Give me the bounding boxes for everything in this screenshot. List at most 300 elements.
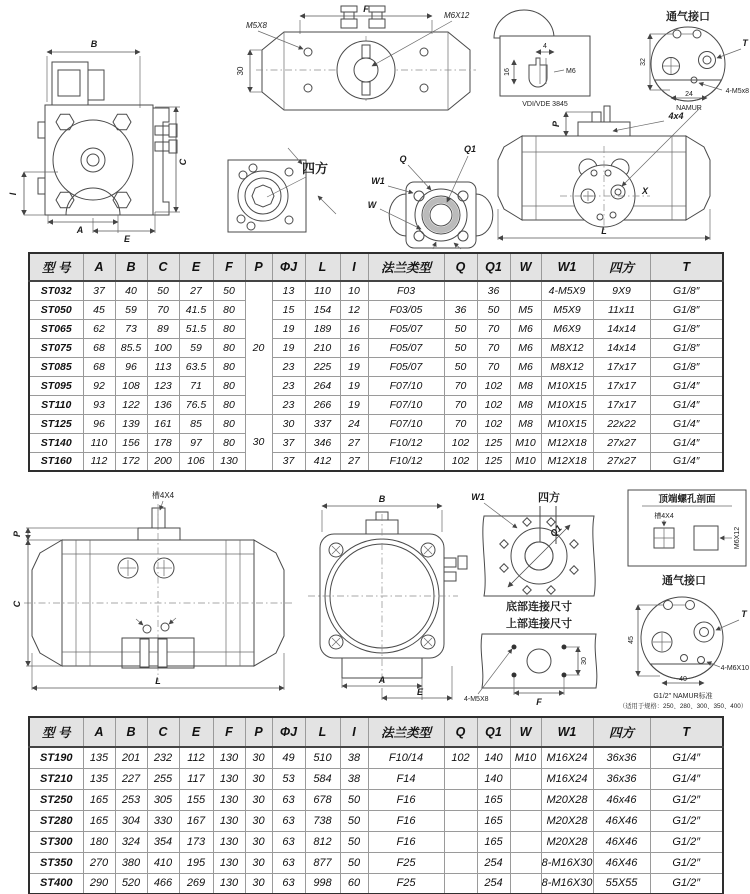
value-cell: G1/4″	[650, 452, 723, 471]
value-cell: 100	[147, 338, 179, 357]
value-cell: G1/8″	[650, 357, 723, 376]
value-cell: 46x46	[593, 789, 650, 810]
value-cell: 102	[477, 414, 510, 433]
value-cell: 140	[477, 768, 510, 789]
value-cell	[510, 831, 541, 852]
dimension-table-small-models	[28, 252, 722, 472]
dim-label-w1: W1	[371, 176, 385, 186]
value-cell: 55X55	[593, 873, 650, 894]
value-cell: 305	[147, 789, 179, 810]
value-cell: 113	[147, 357, 179, 376]
value-cell: 30	[245, 747, 272, 768]
model-cell: ST110	[29, 395, 83, 414]
value-cell: 68	[83, 338, 115, 357]
value-cell: 27x27	[593, 452, 650, 471]
value-cell: G1/8″	[650, 338, 723, 357]
value-cell: F14	[368, 768, 444, 789]
table-row	[29, 768, 723, 789]
value-cell	[510, 873, 541, 894]
value-cell: 290	[83, 873, 115, 894]
value-cell: M20X28	[541, 789, 593, 810]
value-cell: F07/10	[368, 395, 444, 414]
column-header: P	[245, 253, 272, 281]
dim-label-32: 32	[640, 58, 647, 66]
value-cell: 225	[305, 357, 340, 376]
value-cell: 346	[305, 433, 340, 452]
value-cell: 161	[147, 414, 179, 433]
dim-label-40: 40	[679, 676, 687, 683]
value-cell: 96	[115, 357, 147, 376]
dim-label-p: P	[551, 120, 561, 128]
value-cell: 15	[272, 300, 305, 319]
bolt-label-m5x8: M5X8	[246, 21, 267, 30]
value-cell: 80	[213, 300, 245, 319]
column-header: 法兰类型	[368, 717, 444, 747]
table-row	[29, 300, 723, 319]
table-row	[29, 789, 723, 810]
value-cell: 36	[444, 300, 477, 319]
value-cell: 38	[340, 747, 368, 768]
value-cell: 70	[477, 357, 510, 376]
value-cell: 73	[115, 319, 147, 338]
table-row	[29, 357, 723, 376]
value-cell: 24	[340, 414, 368, 433]
value-cell: M10	[510, 433, 541, 452]
dome-hatch	[494, 10, 554, 38]
value-cell: G1/2″	[650, 873, 723, 894]
column-header: ΦJ	[272, 253, 305, 281]
value-cell: F16	[368, 789, 444, 810]
column-header: C	[147, 253, 179, 281]
value-cell: 80	[213, 414, 245, 433]
value-cell: 130	[213, 768, 245, 789]
value-cell: 80	[213, 376, 245, 395]
value-cell: 13	[272, 281, 305, 300]
value-cell: 38	[340, 768, 368, 789]
value-cell: M6X9	[541, 319, 593, 338]
value-cell: 23	[272, 395, 305, 414]
value-cell: 50	[340, 789, 368, 810]
value-cell: M20X28	[541, 810, 593, 831]
value-cell: 80	[213, 433, 245, 452]
value-cell: 877	[305, 852, 340, 873]
value-cell: 50	[340, 810, 368, 831]
model-cell: ST085	[29, 357, 83, 376]
namur-caption-line1: G1/2″ NAMUR标准	[653, 693, 713, 700]
dim-label-b: B	[378, 494, 386, 504]
value-cell: 63	[272, 852, 305, 873]
value-cell: 70	[444, 395, 477, 414]
value-cell: F05/07	[368, 338, 444, 357]
value-cell: 165	[477, 831, 510, 852]
value-cell: 19	[340, 395, 368, 414]
value-cell: 23	[272, 357, 305, 376]
actuator-front-view-drawing	[8, 39, 188, 244]
value-cell: 22x22	[593, 414, 650, 433]
column-header: I	[340, 253, 368, 281]
value-cell: 254	[477, 852, 510, 873]
dim-label-30: 30	[581, 657, 588, 665]
model-cell: ST250	[29, 789, 83, 810]
table-row	[29, 433, 723, 452]
model-cell: ST125	[29, 414, 83, 433]
actuator-side-view-drawing	[498, 106, 710, 240]
column-header: F	[213, 717, 245, 747]
vent-port-title: 通气接口	[666, 11, 710, 23]
value-cell: M6	[510, 319, 541, 338]
value-cell: 130	[213, 810, 245, 831]
bottom-connection-drawing	[471, 490, 595, 613]
namur-caption-line2: （适用于规格：250、280、300、350、400）	[618, 703, 748, 710]
column-header: 四方	[593, 717, 650, 747]
value-cell: 16	[340, 319, 368, 338]
value-cell: 50	[444, 338, 477, 357]
value-cell: 102	[477, 395, 510, 414]
table-row	[29, 873, 723, 894]
actuator-end-view-drawing	[308, 494, 467, 700]
value-cell: F05/07	[368, 319, 444, 338]
value-cell: M10X15	[541, 414, 593, 433]
value-cell: 70	[444, 376, 477, 395]
value-cell: 14x14	[593, 338, 650, 357]
model-cell: ST032	[29, 281, 83, 300]
value-cell: 30	[245, 789, 272, 810]
value-cell: M8	[510, 414, 541, 433]
value-cell: 154	[305, 300, 340, 319]
dim-label-q1: Q1	[463, 144, 477, 154]
value-cell: 584	[305, 768, 340, 789]
value-cell: F05/07	[368, 357, 444, 376]
table-row	[29, 281, 723, 300]
dim-label-p: P	[12, 530, 22, 538]
value-cell: M16X24	[541, 747, 593, 768]
square-drive-label: 四方	[301, 161, 329, 176]
column-header: Q1	[477, 717, 510, 747]
value-cell: 102	[444, 433, 477, 452]
value-cell: 270	[83, 852, 115, 873]
value-cell: 108	[115, 376, 147, 395]
top-connection-title: 上部连接尺寸	[506, 618, 572, 630]
value-cell: 68	[83, 357, 115, 376]
value-cell: 4-M5X9	[541, 281, 593, 300]
value-cell: 50	[444, 357, 477, 376]
dim-label-l: L	[155, 676, 161, 686]
column-header: T	[650, 717, 723, 747]
value-cell: 130	[213, 747, 245, 768]
value-cell: M8	[510, 395, 541, 414]
value-cell: 266	[305, 395, 340, 414]
value-cell: 59	[115, 300, 147, 319]
value-cell: 466	[147, 873, 179, 894]
value-cell: 253	[115, 789, 147, 810]
value-cell: 135	[83, 747, 115, 768]
bolt-label-4-m6x10: 4-M6X10	[720, 665, 749, 672]
value-cell: 30	[245, 810, 272, 831]
value-cell: 36x36	[593, 768, 650, 789]
value-cell: 49	[272, 747, 305, 768]
value-cell: 125	[477, 452, 510, 471]
table-row	[29, 414, 723, 433]
slot-label-4x4: 槽4X4	[654, 513, 674, 520]
value-cell: 89	[147, 319, 179, 338]
value-cell: 37	[83, 281, 115, 300]
value-cell: 50	[213, 281, 245, 300]
column-header: E	[179, 253, 213, 281]
value-cell	[444, 789, 477, 810]
value-cell: 337	[305, 414, 340, 433]
value-cell: 812	[305, 831, 340, 852]
value-cell: F10/12	[368, 452, 444, 471]
vdi-vde-caption: VDI/VDE 3845	[522, 101, 568, 108]
value-cell: 63.5	[179, 357, 213, 376]
value-cell: 45	[83, 300, 115, 319]
table-header-row	[29, 717, 723, 747]
value-cell: F16	[368, 831, 444, 852]
column-header: L	[305, 717, 340, 747]
dim-label-e: E	[123, 234, 131, 244]
value-cell: M8	[510, 376, 541, 395]
square-drive-drawing	[228, 148, 336, 232]
value-cell: 130	[213, 831, 245, 852]
value-cell: 30	[272, 414, 305, 433]
value-cell: 41.5	[179, 300, 213, 319]
column-header: B	[115, 717, 147, 747]
value-cell: G1/4″	[650, 395, 723, 414]
value-cell: 19	[272, 319, 305, 338]
table-row	[29, 376, 723, 395]
value-cell: 50	[444, 319, 477, 338]
column-header: P	[245, 717, 272, 747]
model-cell: ST300	[29, 831, 83, 852]
value-cell: 130	[213, 873, 245, 894]
dim-label-w: W	[367, 200, 377, 210]
value-cell: 102	[444, 747, 477, 768]
value-cell: M10	[510, 452, 541, 471]
value-cell: F25	[368, 873, 444, 894]
column-header: I	[340, 717, 368, 747]
value-cell: 165	[477, 810, 510, 831]
value-cell: M8X12	[541, 357, 593, 376]
column-header: Q	[444, 253, 477, 281]
namur-standard-label: NAMUR	[676, 105, 702, 112]
value-cell: M10X15	[541, 395, 593, 414]
value-cell: 27x27	[593, 433, 650, 452]
value-cell: 50	[477, 300, 510, 319]
model-cell: ST050	[29, 300, 83, 319]
model-cell: ST190	[29, 747, 83, 768]
value-cell: 71	[179, 376, 213, 395]
dimension-table-large-models	[28, 716, 722, 894]
value-cell: G1/4″	[650, 768, 723, 789]
value-cell: 269	[179, 873, 213, 894]
column-header: A	[83, 253, 115, 281]
table-row	[29, 852, 723, 873]
vdi-vde-detail-drawing	[494, 10, 590, 108]
value-cell: 20	[245, 281, 272, 414]
value-cell: 70	[444, 414, 477, 433]
model-cell: ST065	[29, 319, 83, 338]
value-cell: 19	[340, 376, 368, 395]
top-connection-drawing	[464, 616, 597, 707]
value-cell: 110	[83, 433, 115, 452]
value-cell: 330	[147, 810, 179, 831]
value-cell: F07/10	[368, 376, 444, 395]
column-header: A	[83, 717, 115, 747]
value-cell: 85.5	[115, 338, 147, 357]
dim-label-24: 24	[685, 91, 693, 98]
value-cell: 16	[340, 338, 368, 357]
value-cell: 410	[147, 852, 179, 873]
value-cell: 173	[179, 831, 213, 852]
dim-label-f: F	[363, 4, 369, 14]
value-cell: 46X46	[593, 852, 650, 873]
value-cell: 30	[245, 831, 272, 852]
value-cell: G1/2″	[650, 810, 723, 831]
value-cell: 70	[477, 319, 510, 338]
value-cell: 412	[305, 452, 340, 471]
stem-hatch-section	[66, 188, 120, 215]
model-cell: ST160	[29, 452, 83, 471]
value-cell: 678	[305, 789, 340, 810]
value-cell: 97	[179, 433, 213, 452]
value-cell	[444, 852, 477, 873]
value-cell	[444, 831, 477, 852]
value-cell: M20X28	[541, 831, 593, 852]
thread-label-m6: M6	[566, 68, 576, 75]
value-cell: 63	[272, 789, 305, 810]
model-cell: ST210	[29, 768, 83, 789]
dim-label-l: L	[601, 226, 607, 236]
value-cell: 93	[83, 395, 115, 414]
value-cell: 112	[179, 747, 213, 768]
column-header: T	[650, 253, 723, 281]
top-screw-section-drawing	[628, 490, 746, 566]
middle-drawings	[0, 486, 750, 714]
model-cell: ST140	[29, 433, 83, 452]
value-cell: 63	[272, 873, 305, 894]
dim-label-b: B	[90, 39, 98, 49]
value-cell: 59	[179, 338, 213, 357]
value-cell: 17x17	[593, 395, 650, 414]
dim-label-t: T	[742, 38, 748, 48]
value-cell: 17x17	[593, 357, 650, 376]
column-header: Q	[444, 717, 477, 747]
value-cell: G1/4″	[650, 747, 723, 768]
table-row	[29, 831, 723, 852]
value-cell: 102	[444, 452, 477, 471]
value-cell: 11x11	[593, 300, 650, 319]
value-cell: 23	[272, 376, 305, 395]
value-cell: M8X12	[541, 338, 593, 357]
square-drive-title: 四方	[538, 492, 560, 504]
value-cell: M6	[510, 357, 541, 376]
value-cell: 63	[272, 831, 305, 852]
column-header: 四方	[593, 253, 650, 281]
value-cell: 180	[83, 831, 115, 852]
column-header: W1	[541, 253, 593, 281]
value-cell: 46X46	[593, 810, 650, 831]
column-header: F	[213, 253, 245, 281]
dim-label-16: 16	[504, 68, 511, 76]
value-cell: 8-M16X30	[541, 873, 593, 894]
value-cell: 37	[272, 452, 305, 471]
dim-label-e: E	[416, 687, 424, 697]
value-cell: 112	[83, 452, 115, 471]
value-cell	[510, 281, 541, 300]
column-header: E	[179, 717, 213, 747]
value-cell: 40	[115, 281, 147, 300]
value-cell: 156	[115, 433, 147, 452]
column-header: B	[115, 253, 147, 281]
model-cell: ST095	[29, 376, 83, 395]
dim-label-w1: W1	[471, 492, 485, 502]
dimension-table-2	[28, 716, 724, 894]
value-cell: 189	[305, 319, 340, 338]
value-cell: 106	[179, 452, 213, 471]
value-cell: 125	[477, 433, 510, 452]
value-cell: 76.5	[179, 395, 213, 414]
value-cell: 30	[245, 768, 272, 789]
value-cell: 63	[272, 810, 305, 831]
column-header: W1	[541, 717, 593, 747]
value-cell: 17x17	[593, 376, 650, 395]
value-cell: 324	[115, 831, 147, 852]
value-cell: G1/2″	[650, 789, 723, 810]
value-cell: G1/2″	[650, 852, 723, 873]
value-cell: M16X24	[541, 768, 593, 789]
screw-section-title: 顶端螺孔剖面	[658, 494, 716, 505]
value-cell: 14x14	[593, 319, 650, 338]
value-cell: 264	[305, 376, 340, 395]
value-cell: M5	[510, 300, 541, 319]
value-cell: 510	[305, 747, 340, 768]
value-cell: 60	[340, 873, 368, 894]
value-cell: 19	[272, 338, 305, 357]
dim-label-q1: Q1	[548, 523, 564, 539]
value-cell: G1/2″	[650, 831, 723, 852]
value-cell: G1/8″	[650, 319, 723, 338]
value-cell: 70	[477, 338, 510, 357]
table-row	[29, 810, 723, 831]
value-cell: 51.5	[179, 319, 213, 338]
value-cell: 123	[147, 376, 179, 395]
value-cell: 30	[245, 852, 272, 873]
value-cell: 738	[305, 810, 340, 831]
column-header: 型 号	[29, 717, 83, 747]
column-header: C	[147, 717, 179, 747]
value-cell: 27	[340, 452, 368, 471]
column-header: W	[510, 717, 541, 747]
value-cell: 165	[83, 810, 115, 831]
value-cell: 36	[477, 281, 510, 300]
value-cell: 37	[272, 433, 305, 452]
value-cell	[510, 852, 541, 873]
value-cell: 117	[179, 768, 213, 789]
table-header-row	[29, 253, 723, 281]
value-cell: 130	[213, 852, 245, 873]
value-cell: 70	[147, 300, 179, 319]
value-cell: 96	[83, 414, 115, 433]
bottom-connection-caption: 底部连接尺寸	[506, 601, 572, 613]
model-cell: ST280	[29, 810, 83, 831]
value-cell: F10/12	[368, 433, 444, 452]
column-header: L	[305, 253, 340, 281]
value-cell: 178	[147, 433, 179, 452]
value-cell	[510, 810, 541, 831]
model-cell: ST075	[29, 338, 83, 357]
value-cell: M10X15	[541, 376, 593, 395]
top-drawings	[0, 0, 750, 250]
